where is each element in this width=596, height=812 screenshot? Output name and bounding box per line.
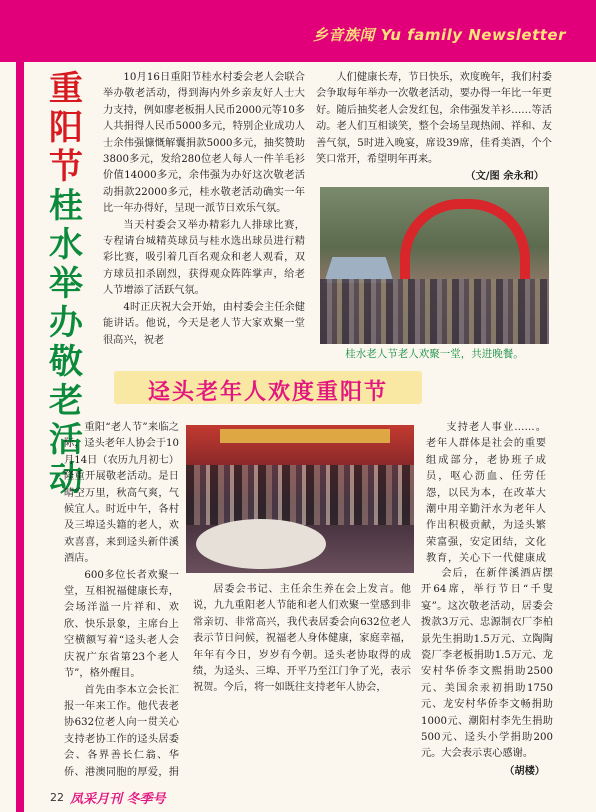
- article2-column-3b: [421, 566, 553, 782]
- title-char: 活: [49, 420, 83, 460]
- magazine-name: 凤采月刊 冬季号: [70, 792, 166, 807]
- article2-title: 迳头老年人欢度重阳节: [147, 380, 388, 405]
- paragraph: 600多位长者欢聚一堂，互相祝福健康长寿，会场洋溢一片祥和、欢欣、快乐景象，主席台上空横额写着“迳头老人会庆祝广东省第23个老人节”，格外醒目。: [64, 569, 179, 680]
- title-char: 老: [49, 381, 83, 421]
- paragraph: 4时正庆祝大会开始，由村委会主任余健能讲话。他说，今天是老人节大家欢聚一堂很高兴，祝老: [103, 301, 305, 346]
- title-char: 桂: [49, 186, 83, 226]
- title-char: 敬: [49, 342, 83, 382]
- paragraph: 当天村委会又举办精彩九人排球比赛，专程请台城精英球员与桂水选出球员进行精彩比赛，吸引着几百名观众和老人观看，双方球员扣杀剧烈，获得观众阵阵掌声，给老人节增添了活跃气氛。: [103, 219, 305, 297]
- title-char: 动: [49, 459, 83, 499]
- article2-title-banner: [114, 371, 422, 404]
- paragraph: 重阳“老人节”来临之际，迳头老年人协会于10月14日（农历九月初七）隆重开展敬老活动。是日晴空万里，秋高气爽，气候宜人。时近中午，各村及三埠迳头籍的老人，欢欢喜喜，来到迳头新伴溪酒店。: [64, 422, 179, 565]
- side-accent-bar: [16, 62, 24, 812]
- red-arch: [400, 199, 530, 279]
- title-char: 节: [49, 147, 83, 187]
- article2-credit: （胡楼）: [504, 764, 545, 777]
- crowd: [320, 279, 549, 344]
- paragraph: 首先由李本立会长汇报一年来工作。他代表老协632位老人向一贯关心支持老协工作的迳头居委会、各界善长仁翁、华侨、港澳同胞的厚爱，捐: [64, 684, 179, 778]
- page-number: 22: [50, 791, 64, 804]
- paragraph: 10月16日重阳节桂水村委会老人会联合举办敬老活动，得到海内外乡亲友好人士大力支持，例如廖老板捐人民币2000元等10多人共捐得人民币5000多元，特别企业成功人士余伟强慷慨解囊捐款5000多元，抽奖赞助3800多元，发给280位老人每人一件羊毛衫价值14000多元，余伟强为办好这次敬老活动捐款22000多元，桂水敬老活动确实一年比一年办得好，呈现一派节日欢乐气氛。: [103, 72, 305, 215]
- crowd: [186, 465, 414, 525]
- article2-column-1: [64, 420, 179, 782]
- title-char: 重: [49, 69, 83, 109]
- photo-caption: 桂水老人节老人欢聚一堂，共进晚餐。: [345, 348, 524, 360]
- article1-credit: （文/图 余永和）: [465, 170, 544, 183]
- paragraph: 人们健康长寿，节日快乐，欢度晚年，我们村委会争取每年举办一次敬老活动，要办得一年比一年更好。随后抽奖老人会发红包，余伟强发羊衫……等活动。老人们互相谈笑，整个会场呈现热闹、祥和、友善气氛，5时进入晚宴，席设39席，佳肴美酒，个个笑口常开，希望明年再来。: [316, 72, 552, 166]
- village-banquet-photo: [320, 187, 549, 344]
- paragraph: 会后，在新伴溪酒店摆开64席，举行节日“千叟宴”。这次敬老活动，居委会拨款3万元、忠源制衣厂李柏景先生捐助1.5万元、立陶陶瓷厂李老板捐助1.5万元、龙安村华侨李文熙捐助2500元、美国余汞初捐助1750元、龙安村华侨李文畅捐助1000元、潮阳村李先生捐助500元、迳头小学捐助200元。大会表示衷心感谢。: [421, 568, 553, 760]
- title-char: 阳: [49, 108, 83, 148]
- newsletter-title: 乡音族闻 Yu family Newsletter: [312, 26, 566, 44]
- article2-column-2: [193, 582, 411, 782]
- round-table: [196, 519, 326, 569]
- paragraph: 居委会书记、主任余生养在会上发言。他说，九九重阳老人节能和老人们欢聚一堂感到非常亲切、非常高兴，我代表居委会向632位老人表示节日问候，祝福老人身体健康，家庭幸福，年年有今日，岁岁有今朝。迳头老协取得的成绩，为迳头、三埠、开平乃至江门争了光，表示祝贺。今后，将一如既往支持老年人协会，: [193, 584, 411, 694]
- title-char: 举: [49, 264, 83, 304]
- title-char: 水: [49, 225, 83, 265]
- banquet-hall-photo: [186, 425, 414, 573]
- article2-column-3a: [426, 420, 546, 568]
- hall-sign: [220, 429, 390, 443]
- title-char: 办: [49, 303, 83, 343]
- article1-column-2: [316, 70, 552, 185]
- page-header: [0, 0, 596, 62]
- paragraph: 支持老人事业……。老年人群体是社会的重要组成部分，老协班子成员，呕心沥血、任劳任怨，以民为本，在改革大潮中用辛勤汗水为老年人作出积极贡献，为迳头繁荣富强，安定团结，文化教育，关心下一代健康成: [426, 422, 546, 565]
- article1-column-1: [103, 70, 305, 360]
